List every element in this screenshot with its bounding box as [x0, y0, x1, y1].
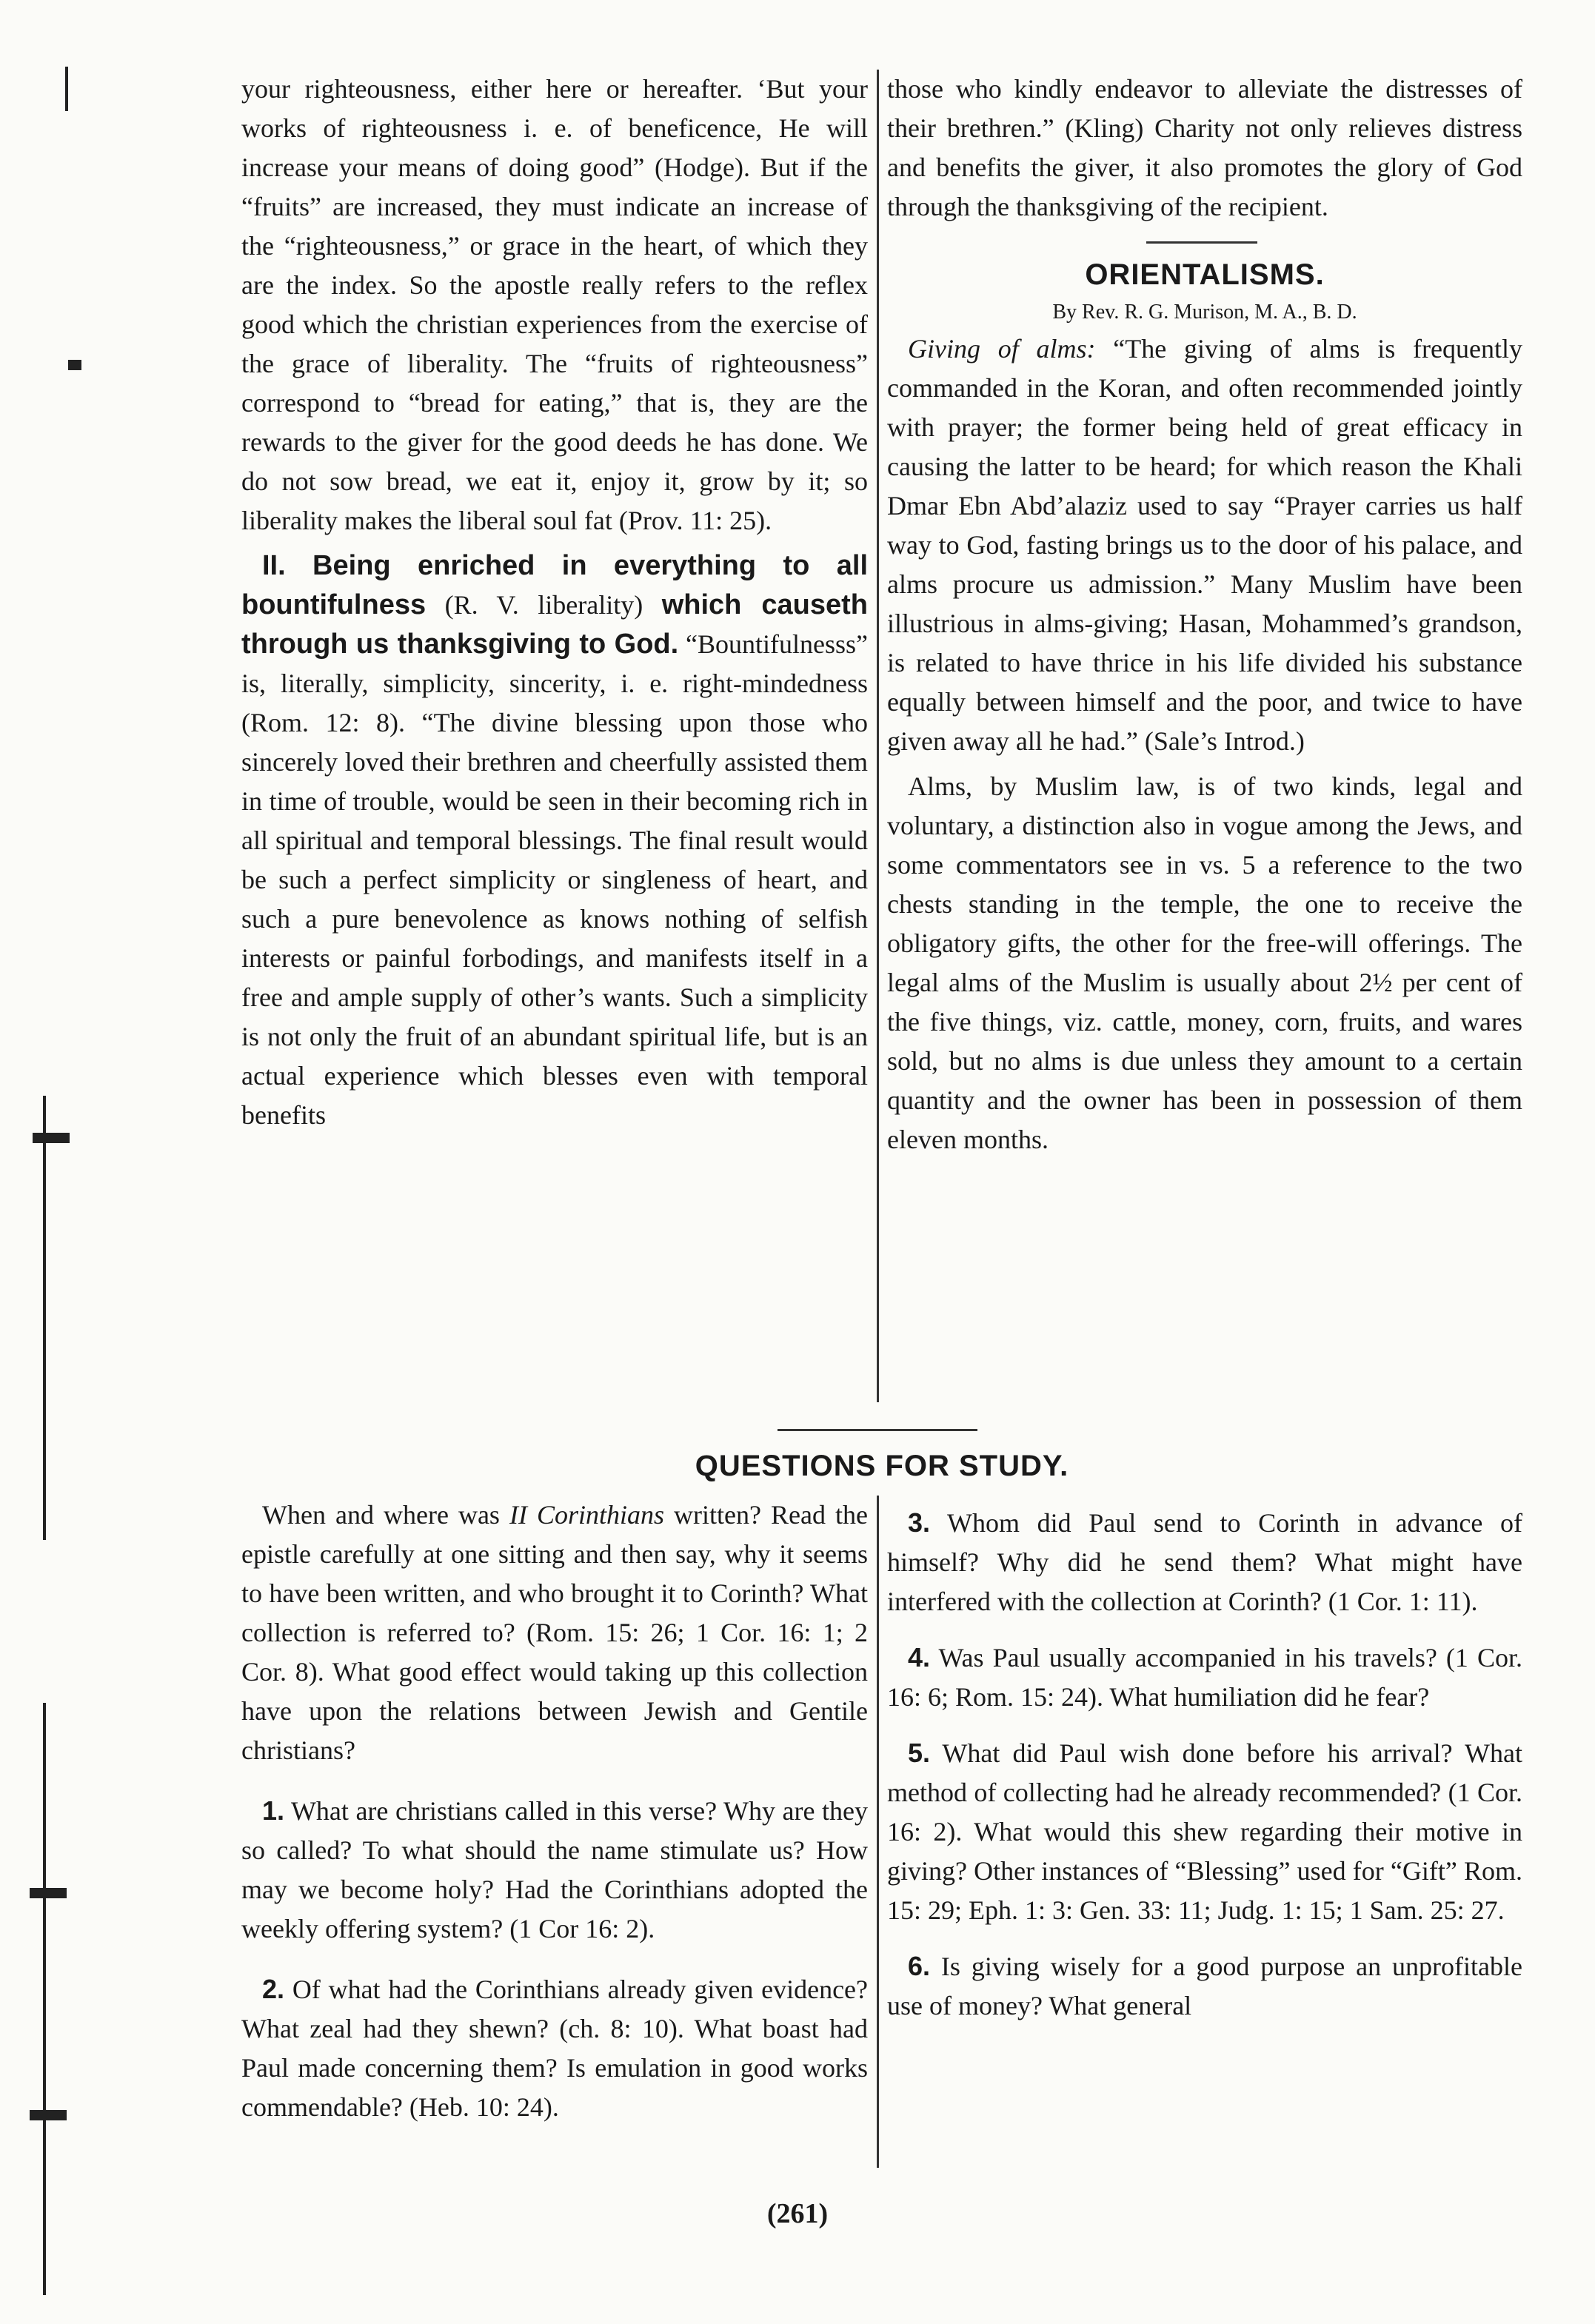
question-number: 2. [262, 1974, 285, 2004]
short-divider [1146, 241, 1257, 244]
margin-mark [33, 1133, 70, 1143]
question-number: 4. [908, 1642, 931, 1672]
verse-note: (R. V. liberality) [426, 590, 662, 620]
margin-mark [30, 1888, 67, 1898]
question-number: 1. [262, 1795, 285, 1826]
section-divider [778, 1429, 977, 1431]
paragraph-text: “The giving of alms is frequently commanded in the Koran, and often recommended jointly with prayer; the former being held of great efficacy in causing the latter to be heard; for which reason the Khali Dmar Ebn Abd’alaziz used to say “Prayer carries us half way to God, fasting brings us to the door of his palace, and alms procure us admission.” Many Muslim have been illustrious in alms-giving; Hasan, Mohammed’s grandson, is related to have thrice in his life divided his substance equally between himself and the poor, and twice to have given away all he had.” (Sale’s Introd.) [887, 334, 1522, 756]
verse-heading: II. Being enriched in everything to all bountifulness [241, 550, 868, 620]
text: written? Read the epistle carefully at one sitting and then say, why it seems to have been written, and who brought it to Corinth? What collection is referred to? (Rom. 15: 26; 1 Cor. 16: 1; 2 Cor. 8). What good effect would taking up this collection have upon the relations between Jewish and Gentile christians? [241, 1500, 868, 1765]
paragraph: your righteousness, either here or hereafter. ‘But your works of righteousness i. e. of beneficence, He will increase your means of doing good” (Hodge). But if the “fruits” are increased, they must indicate an increase of the “righteousness,” or grace in the heart, of which they are the index. So the apostle really refers to the reflex good which the christian experiences from the exercise of the grace of liberality. The “fruits of righteousness” correspond to “bread for eating,” that is, they are the rewards to the giver for the good deeds he has done. We do not sow bread, we eat it, enjoy it, grow by it; so liberality makes the liberal soul fat (Prov. 11: 25). [241, 74, 868, 535]
margin-mark [65, 67, 68, 111]
book-title: II Corinthians [509, 1500, 665, 1530]
question [241, 1969, 868, 2127]
question-text: What are christians called in this verse? Why are they so called? To what should the name stimulate us? How may we become holy? Had the Corinthians adopted the weekly offering system? (1 Cor 16: 2). [241, 1796, 868, 1943]
question [887, 1503, 1522, 1621]
questions-heading: QUESTIONS FOR STUDY. [695, 1450, 1069, 1482]
margin-mark [30, 2110, 67, 2120]
paragraph-text: “Bountifulnesss” is, literally, simplicity, sincerity, i. e. right-mindedness (Rom. 12: 8). “The divine blessing upon those who sincerely loved their brethren and cheerfully assisted them in time of trouble, would be seen in their becoming rich in all spiritual and temporal blessings. The final result would be such a perfect simplicity or singleness of heart, and such a pure benevolence as knows nothing of selfish interests or painful forbodings, and manifests itself in a free and ample supply of other’s wants. Such a simplicity is not only the fruit of an abundant spiritual life, but is an actual experience which blesses even with temporal benefits [241, 629, 868, 1130]
margin-mark [68, 360, 81, 370]
question-text: Is giving wisely for a good purpose an unprofitable use of money? What general [887, 1952, 1522, 2020]
question-number: 6. [908, 1951, 931, 1981]
question-number: 3. [908, 1507, 931, 1538]
paragraph: those who kindly endeavor to alleviate the distresses of their brethren.” (Kling) Charity not only relieves distress and benefits the giver, it also promotes the glory of God through the thanksgiving of the recipient. [887, 74, 1522, 221]
left-column-top [241, 70, 868, 1135]
left-column-questions [241, 1496, 868, 2127]
question [887, 1946, 1522, 2026]
text: When and where was [262, 1500, 509, 1530]
column-rule [877, 1496, 879, 2168]
page-number: (261) [766, 2198, 829, 2229]
margin-mark [43, 1096, 46, 1540]
question [887, 1638, 1522, 1717]
question-number: 5. [908, 1738, 931, 1768]
column-rule [877, 70, 879, 1402]
paragraph [241, 546, 868, 1135]
question-text: Whom did Paul send to Corinth in advance of himself? Why did he send them? What might have interfered with the collection at Corinth? (1 Cor. 1: 11). [887, 1508, 1522, 1616]
question-text: Was Paul usually accompanied in his travels? (1 Cor. 16: 6; Rom. 15: 24). What humiliation did he fear? [887, 1643, 1522, 1712]
right-column-top [887, 70, 1522, 1159]
byline: By Rev. R. G. Murison, M. A., B. D. [1052, 301, 1357, 324]
question-intro [241, 1496, 868, 1770]
right-column-questions [887, 1496, 1522, 2026]
question [241, 1791, 868, 1949]
section-heading: ORIENTALISMS. [1085, 258, 1325, 291]
paragraph [887, 329, 1522, 761]
paragraph: Alms, by Muslim law, is of two kinds, legal and voluntary, a distinction also in vogue among the Jews, and some commentators see in vs. 5 a reference to the two chests standing in the temple, the one to receive the obligatory gifts, the other for the free-will offerings. The legal alms of the Muslim is usually about 2½ per cent of the five things, viz. cattle, money, corn, fruits, and wares sold, but no alms is due unless they amount to a certain quantity and the owner has been in possession of them eleven months. [887, 771, 1522, 1154]
verse-heading-continued: which causeth through us thanksgiving to God. [241, 589, 869, 660]
question-text: Of what had the Corinthians already given evidence? What zeal had they shewn? (ch. 8: 10). What boast had Paul made concerning them? Is emulation in good works commendable? (Heb. 10: 24). [241, 1975, 868, 2122]
question [887, 1733, 1522, 1930]
paragraph-lead: Giving of alms: [908, 334, 1096, 364]
question-text: What did Paul wish done before his arrival? What method of collecting had he already recommended? (1 Cor. 16: 2). What would this shew regarding their motive in giving? Other instances of “Blessing” used for “Gift” Rom. 15: 29; Eph. 1: 3: Gen. 33: 11; Judg. 1: 15; 1 Sam. 25: 27. [887, 1738, 1522, 1925]
binding-margin [0, 0, 104, 2324]
